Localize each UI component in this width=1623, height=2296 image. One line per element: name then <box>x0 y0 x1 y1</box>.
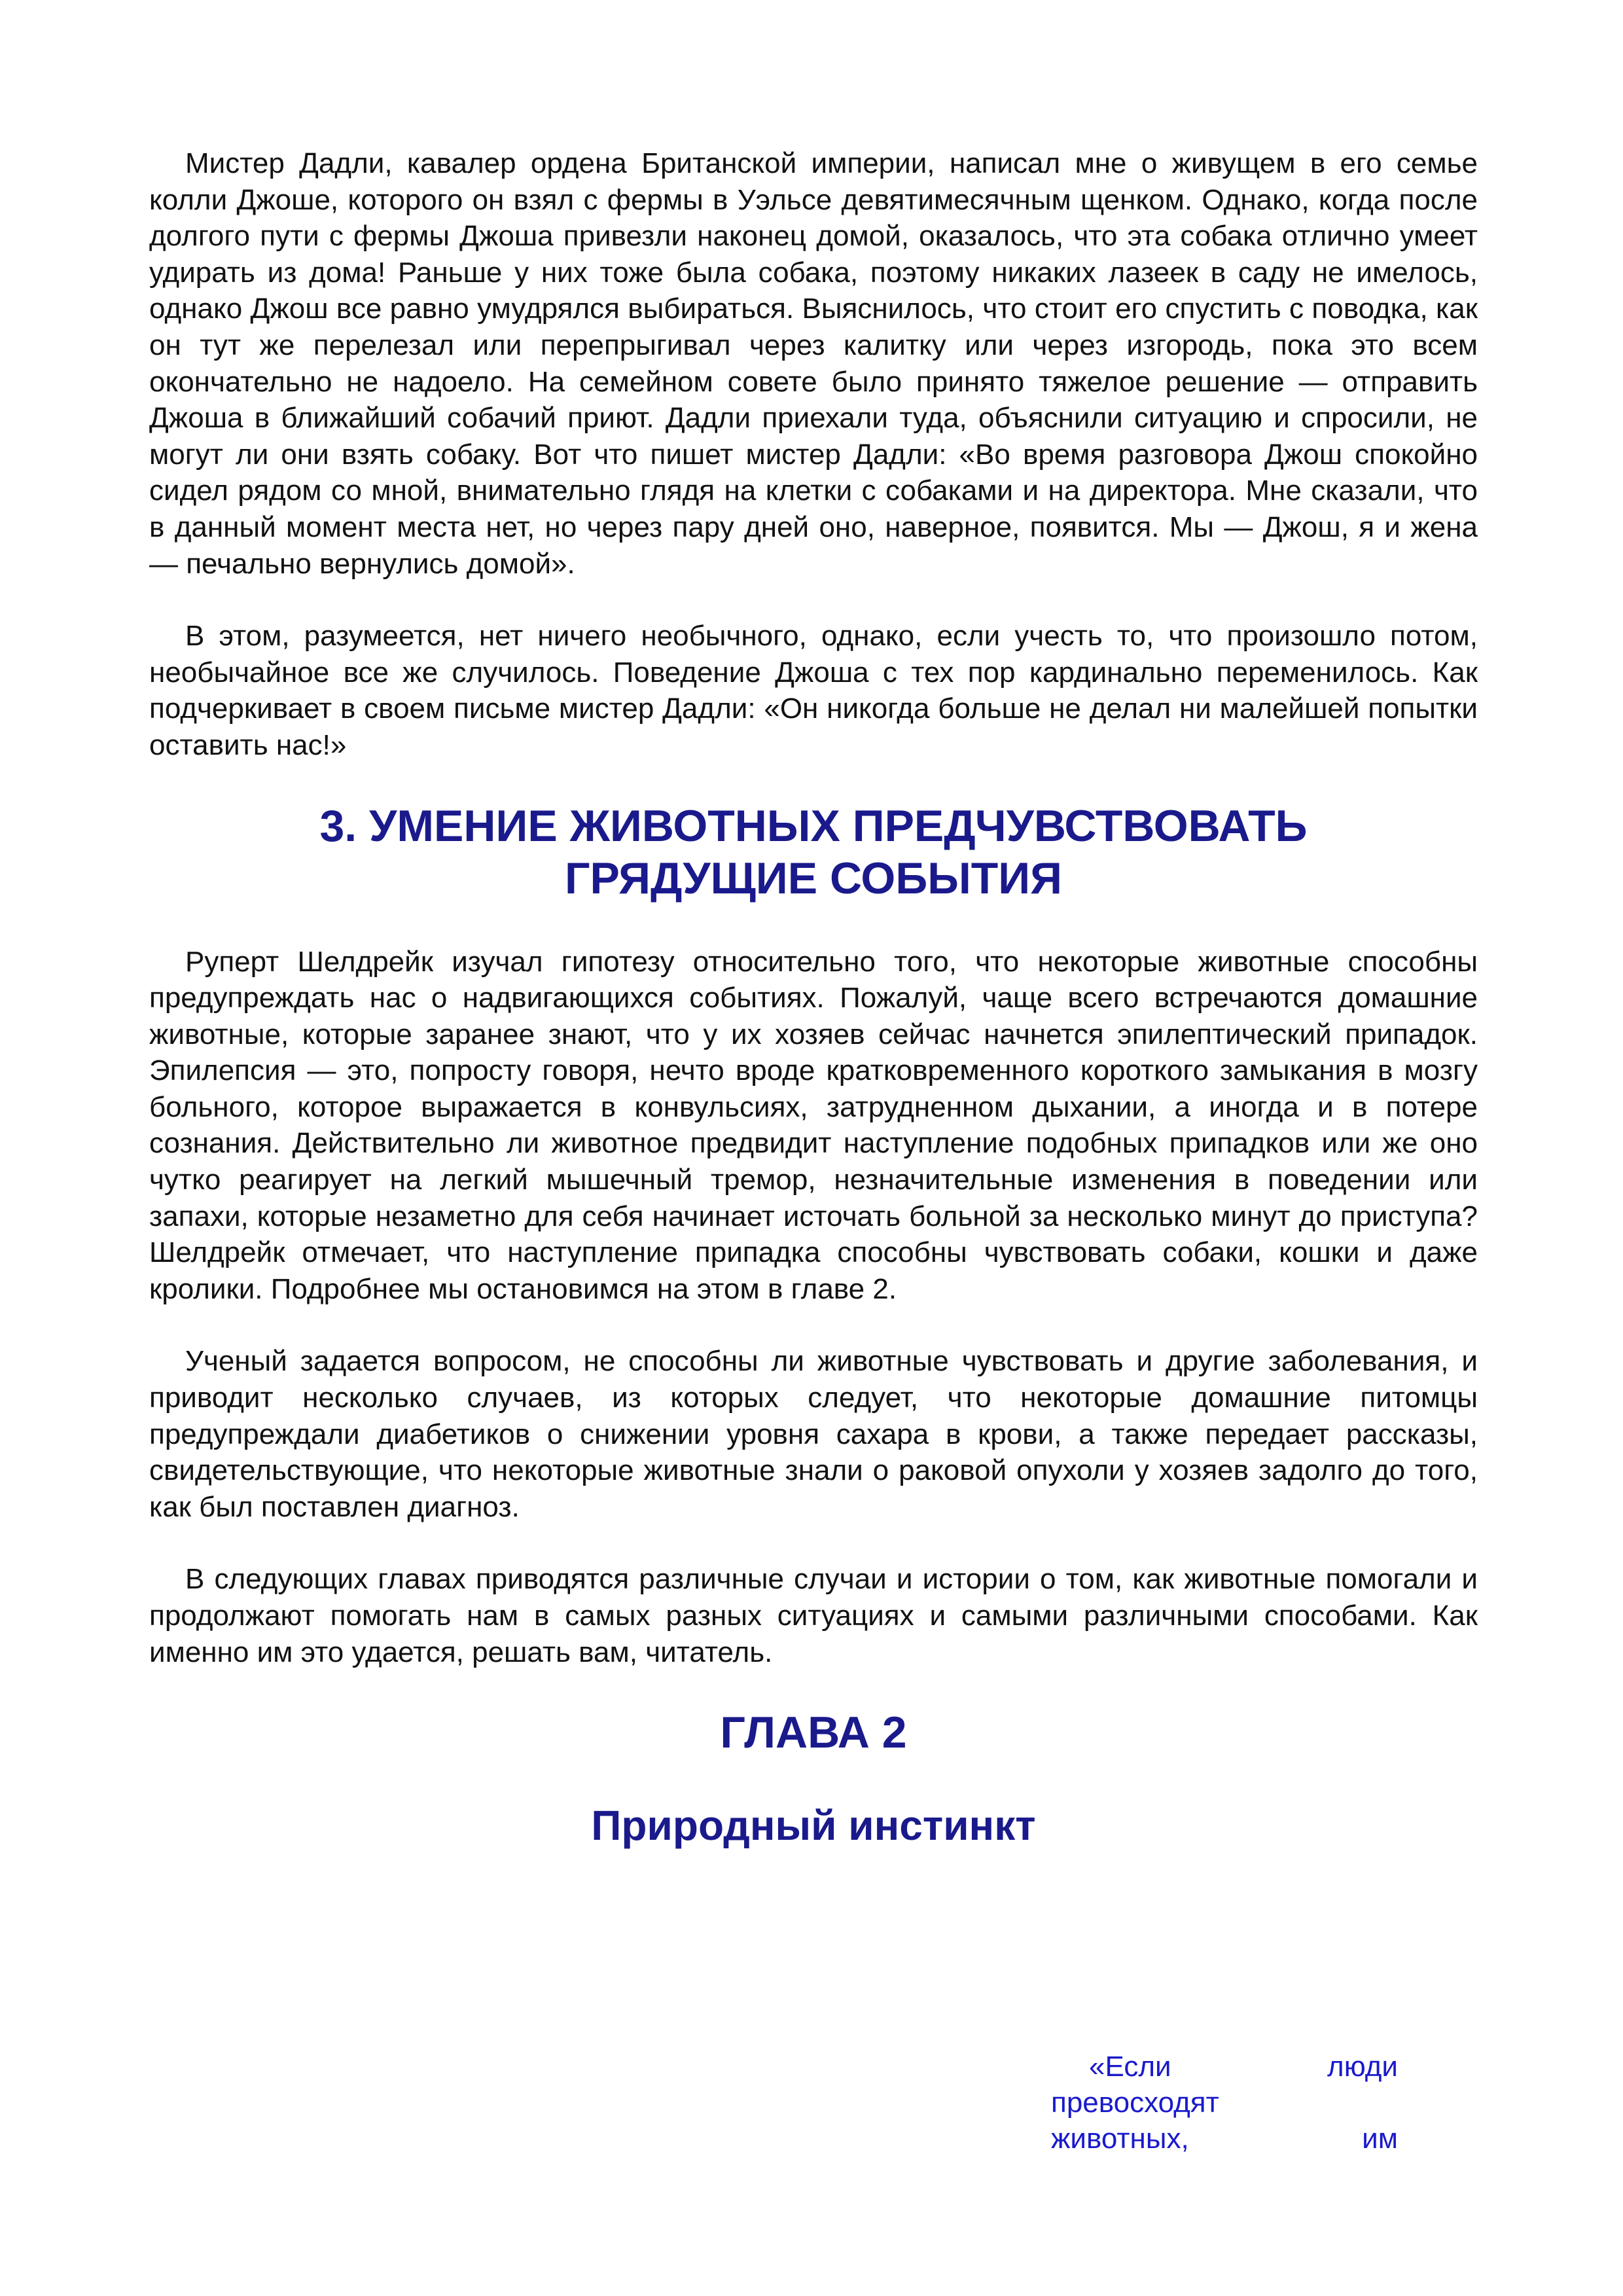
paragraph-next-chapters: В следующих главах приводятся различные случаи и истории о том, как животные помогали и продолжают помогать нам в самых разных ситуациях и самыми различными способами. Как именно им это удается, решать вам, читатель. <box>149 1563 1478 1668</box>
epigraph-line-3 <box>1051 2121 1398 2157</box>
epigraph-word: животных, <box>1051 2123 1189 2155</box>
chapter-subtitle: Природный инстинкт <box>591 1802 1036 1850</box>
page-content <box>149 145 1478 1891</box>
paragraph-diseases: Ученый задается вопросом, не способны ли животные чувствовать и другие заболевания, и приводит несколько случаев, из которых следует, что некоторые домашние питомцы предупреждали диабетиков о снижении уровня сахара в крови, а также передает рассказы, свидетельствующие, что некоторые животные знали о раковой опухоли у хозяев задолго до того, как был поставлен диагноз. <box>149 1345 1478 1523</box>
section-heading-line-1: 3. УМЕНИЕ ЖИВОТНЫХ ПРЕДЧУВСТВОВАТЬ <box>319 800 1308 851</box>
epigraph-word: «Если <box>1089 2051 1171 2083</box>
epigraph <box>1051 2049 1398 2157</box>
epigraph-word: им <box>1362 2123 1398 2155</box>
epigraph-word: люди <box>1327 2051 1398 2083</box>
epigraph-line-1 <box>1051 2049 1398 2085</box>
section-heading-line-2: ГРЯДУЩИЕ СОБЫТИЯ <box>564 853 1063 903</box>
epigraph-word: превосходят <box>1051 2087 1219 2119</box>
paragraph-dudley-story: Мистер Дадли, кавалер ордена Британской империи, написал мне о живущем в его семье колли Джоше, которого он взял с фермы в Уэльсе девятимесячным щенком. Однако, когда после долгого пути с фермы Джоша привезли наконец домой, оказалось, что эта собака отлично умеет удирать из дома! Раньше у них тоже была собака, поэтому никаких лазеек в саду не имелось, однако Джош все равно умудрялся выбираться. Выяснилось, что стоит его спустить с поводка, как он тут же перелезал или перепрыгивал через калитку или через изгородь, пока это всем окончательно не надоело. На семейном совете было принято тяжелое решение — отправить Джоша в ближайший собачий приют. Дадли приехали туда, объяснили ситуацию и спросили, не могут ли они взять собаку. Вот что пишет мистер Дадли: «Во время разговора Джош спокойно сидел рядом со мной, внимательно глядя на клетки с собаками и на директора. Мне сказали, что в данный момент места нет, но через пару дней оно, наверное, появится. Мы — Джош, я и жена — печально вернулись домой». <box>149 147 1478 580</box>
epigraph-line-2 <box>1051 2085 1398 2121</box>
paragraph-dudley-outcome: В этом, разумеется, нет ничего необычного, однако, если учесть то, что произошло потом, необычайное все же случилось. Поведение Джоша с тех пор кардинально переменилось. Как подчеркивает в своем письме мистер Дадли: «Он никогда больше не делал ни малейшей попытки оставить нас!» <box>149 620 1478 761</box>
section-heading <box>149 800 1478 905</box>
chapter-heading: ГЛАВА 2 <box>720 1708 907 1758</box>
paragraph-sheldrake: Руперт Шелдрейк изучал гипотезу относительно того, что некоторые животные способны предупреждать нас о надвигающихся событиях. Пожалуй, чаще всего встречаются домашние животные, которые заранее знают, что у их хозяев сейчас начнется эпилептический припадок. Эпилепсия — это, попросту говоря, нечто вроде кратковременного короткого замыкания в мозгу больного, которое выражается в конвульсиях, затрудненном дыхании, а иногда и в потере сознания. Действительно ли животное предвидит наступление подобных припадков или же оно чутко реагирует на легкий мышечный тремор, незначительные изменения в поведении или запахи, которые незаметно для себя начинает источать больной за несколько минут до приступа? Шелдрейк отмечает, что наступление припадка способны чувствовать собаки, кошки и даже кролики. Подробнее мы остановимся на этом в главе 2. <box>149 945 1478 1305</box>
